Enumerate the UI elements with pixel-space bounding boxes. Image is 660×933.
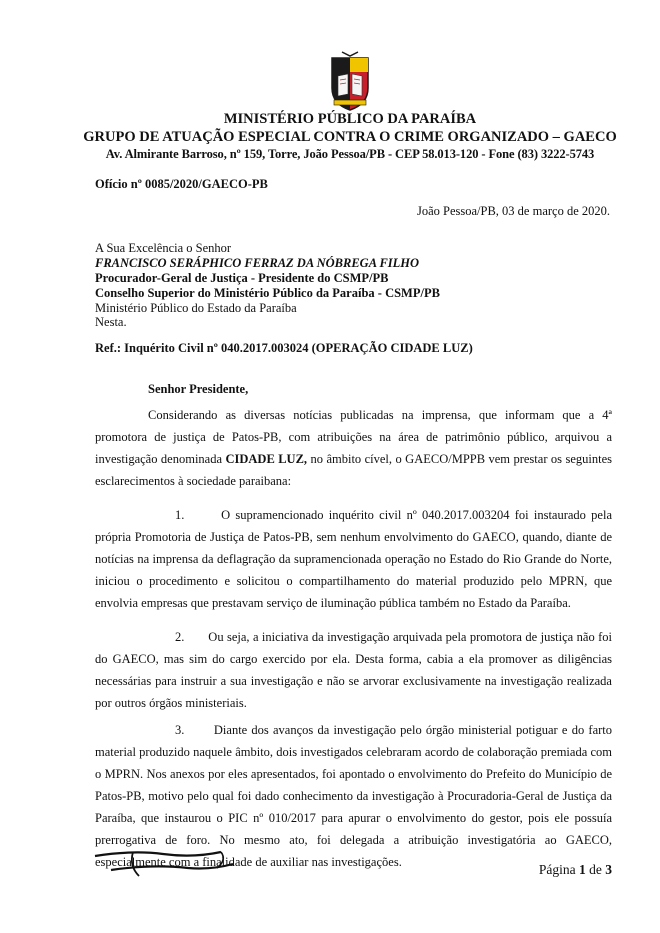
item-number-2: 2. (175, 630, 185, 644)
letter-date: João Pessoa/PB, 03 de março de 2020. (416, 204, 610, 218)
signature-icon (93, 846, 243, 882)
item-paragraph-1 (95, 504, 612, 614)
office-reference: Ofício nº 0085/2020/GAECO-PB (95, 177, 268, 191)
recipient-institution: Ministério Público do Estado da Paraíba (95, 301, 297, 315)
item-text-2: Ou seja, a iniciativa da investigação arquivada pela promotora de justiça não foi do GAECO, mas sim do cargo exercido por ela. Desta forma, cabia a ela promover as diligências necessárias para instruir a sua investigação e não se arvorar exclusivamente na investigação realizada por outros órgãos ministeriais. (95, 630, 612, 710)
intro-text-end: no âmbito cível, o GAECO/MPPB vem prestar os seguintes esclarecimentos à sociedade paraibana: (95, 452, 613, 488)
page-indicator (539, 862, 612, 878)
item-number-1: 1. (175, 508, 185, 522)
page-separator: de (589, 862, 602, 877)
header-ministry: MINISTÉRIO PÚBLICO DA PARAÍBA (223, 111, 477, 127)
item-text-3: Diante dos avanços da investigação pelo órgão ministerial potiguar e do farto material produzido naquele âmbito, dois investigados celebraram acordo de colaboração premiada com o MPRN. Nos anexos por eles apresentados, foi apontado o envolvimento do Prefeito do Município de Patos-PB, motivo pelo qual foi dado conhecimento da investigação à Procuradoria-Geral de Justiça da Paraíba, que instaurou o PIC nº 010/2017 para apurar o envolvimento do gestor, pois ele possuía prerrogativa de foro. No mesmo ato, foi delegada a atribuição investigatória ao GAECO, especialmente com a finalidade de auxiliar nas investigações. (95, 723, 613, 869)
mppb-crest-icon (328, 50, 372, 112)
header-address: Av. Almirante Barroso, nº 159, Torre, João Pessoa/PB - CEP 58.013-120 - Fone (83) 3222-5743 (105, 147, 595, 161)
recipient-role-1: Procurador-Geral de Justiça - Presidente do CSMP/PB (95, 271, 389, 285)
recipient-salutation: A Sua Excelência o Senhor (95, 241, 232, 255)
recipient-role-2: Conselho Superior do Ministério Público da Paraíba - CSMP/PB (95, 286, 440, 300)
item-number-3: 3. (175, 723, 185, 737)
page-label: Página (538, 862, 576, 877)
item-paragraph-2 (95, 626, 612, 714)
page-total: 3 (605, 862, 612, 877)
intro-text-start: Considerando as diversas notícias publicadas na imprensa, que informam que a 4ª promotora de justiça de Patos-PB, com atribuições na área de patrimônio público, arquivou a investigação denominada (95, 408, 612, 466)
header-gaeco: GRUPO DE ATUAÇÃO ESPECIAL CONTRA O CRIME ORGANIZADO – GAECO (83, 129, 617, 145)
intro-operation-name: CIDADE LUZ, (225, 452, 308, 466)
recipient-location: Nesta. (95, 315, 127, 329)
page-current: 1 (579, 862, 586, 877)
item-text-1: O supramencionado inquérito civil nº 040.2017.003204 foi instaurado pela própria Promotoria de Justiça de Patos-PB, sem nenhum envolvimento do GAECO, quando, diante de notícias na imprensa da deflagração da supramencionada operação no Estado do Rio Grande do Norte, iniciou o procedimento e solicitou o compartilhamento do material produzido pelo MPRN, que envolvia empresas que prestavam serviço de iluminação pública também no Estado da Paraíba. (95, 508, 612, 610)
letter-subject: Ref.: Inquérito Civil nº 040.2017.003024 (OPERAÇÃO CIDADE LUZ) (95, 341, 473, 355)
recipient-name: FRANCISCO SERÁPHICO FERRAZ DA NÓBREGA FILHO (95, 256, 420, 270)
intro-paragraph (95, 404, 612, 492)
letter-greeting: Senhor Presidente, (148, 382, 249, 396)
